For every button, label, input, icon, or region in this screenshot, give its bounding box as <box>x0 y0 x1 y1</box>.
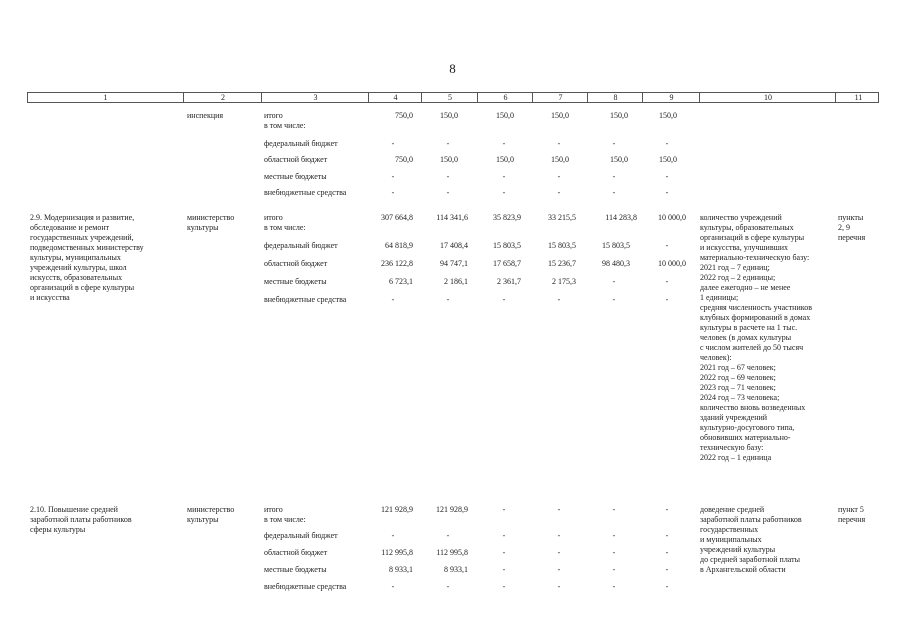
block3-offbudget-v2: - <box>446 582 450 591</box>
block3-regional-v5: - <box>612 548 616 557</box>
block2-total-v3: 35 823,9 <box>493 213 521 222</box>
block1-local-v1: - <box>391 172 395 181</box>
block2-federal-v1: 64 818,9 <box>385 241 413 250</box>
block3-federal-v2: - <box>446 531 450 540</box>
block1-regional-v6: 150,0 <box>659 155 677 164</box>
header-col-7: 7 <box>532 93 588 103</box>
block2-total-v6: 10 000,0 <box>658 213 686 222</box>
block3-local-v5: - <box>612 565 616 574</box>
block3-local-v3: - <box>502 565 506 574</box>
page-number: 8 <box>449 61 456 76</box>
block2-regional-v1: 236 122,8 <box>381 259 413 268</box>
header-col-4: 4 <box>368 93 422 103</box>
block1-regional-v4: 150,0 <box>551 155 569 164</box>
block2-offbudget-v6: - <box>665 295 669 304</box>
block2-local-v2: 2 186,1 <box>444 277 468 286</box>
block3-indicators: доведение средней заработной платы работников государственных и муниципальных учреждений культуры до средней заработной платы в Архангельской области <box>700 505 802 574</box>
block3-references: пункт 5 перечня <box>838 505 866 524</box>
block2-label-total: итого в том числе: <box>264 213 306 232</box>
block1-regional-v2: 150,0 <box>440 155 458 164</box>
block2-local-v1: 6 723,1 <box>389 277 413 286</box>
block3-total-v1: 121 928,9 <box>381 505 413 514</box>
block3-total-v3: - <box>502 505 506 514</box>
block1-local-v6: - <box>665 172 669 181</box>
block2-offbudget-v4: - <box>557 295 561 304</box>
block1-federal-v6: - <box>665 139 669 148</box>
block2-local-v5: - <box>612 277 616 286</box>
block2-offbudget-v1: - <box>391 295 395 304</box>
block2-federal-v6: - <box>665 241 669 250</box>
block1-regional-v1: 750,0 <box>395 155 413 164</box>
block3-regional-v1: 112 995,8 <box>381 548 413 557</box>
block3-activity: 2.10. Повышение средней заработной платы работников сферы культуры <box>30 505 132 534</box>
block1-label-regional: областной бюджет <box>264 155 328 164</box>
block3-local-v1: 8 933,1 <box>389 565 413 574</box>
block1-federal-v3: - <box>502 139 506 148</box>
block1-responsible: инспекция <box>187 111 224 120</box>
block2-regional-v3: 17 658,7 <box>493 259 521 268</box>
block3-offbudget-v3: - <box>502 582 506 591</box>
header-col-11: 11 <box>835 93 881 103</box>
block2-offbudget-v3: - <box>502 295 506 304</box>
block3-local-v6: - <box>665 565 669 574</box>
block1-federal-v2: - <box>446 139 450 148</box>
block2-regional-v5: 98 480,3 <box>602 259 630 268</box>
block2-total-v2: 114 341,6 <box>436 213 468 222</box>
block3-federal-v4: - <box>557 531 561 540</box>
block1-federal-v1: - <box>391 139 395 148</box>
block2-regional-v6: 10 000,0 <box>658 259 686 268</box>
block1-total-v4: 150,0 <box>551 111 569 120</box>
block3-regional-v3: - <box>502 548 506 557</box>
block1-federal-v4: - <box>557 139 561 148</box>
block1-label-federal: федеральный бюджет <box>264 139 338 148</box>
block2-total-v1: 307 664,8 <box>381 213 413 222</box>
header-col-9: 9 <box>642 93 700 103</box>
block3-federal-v1: - <box>391 531 395 540</box>
block1-offbudget-v5: - <box>612 188 616 197</box>
block2-local-v4: 2 175,3 <box>552 277 576 286</box>
block3-federal-v6: - <box>665 531 669 540</box>
block1-total-v6: 150,0 <box>659 111 677 120</box>
block3-regional-v4: - <box>557 548 561 557</box>
block2-label-regional: областной бюджет <box>264 259 328 268</box>
block3-label-federal: федеральный бюджет <box>264 531 338 540</box>
block2-total-v4: 33 215,5 <box>548 213 576 222</box>
block1-local-v5: - <box>612 172 616 181</box>
block3-label-local: местные бюджеты <box>264 565 327 574</box>
block1-federal-v5: - <box>612 139 616 148</box>
block2-federal-v2: 17 408,4 <box>440 241 468 250</box>
block1-total-v5: 150,0 <box>610 111 628 120</box>
block2-references: пункты 2, 9 перечня <box>838 213 866 242</box>
block2-offbudget-v2: - <box>446 295 450 304</box>
block2-indicators: количество учреждений культуры, образовательных организаций в сфере культуры и искусства, улучшивших материально-техническую базу: 2021 год – 7 единиц; 2022 год – 2 единицы; далее ежегодно – не менее 1 единицы; средняя численность участников клубных формирований в домах культуры в расчете на 1 тыс. человек (в домах культуры с числом жителей до 50 тысяч человек): 2021 год – 67 человек; 2022 год – 69 человек; 2023 год – 71 человек; 2024 год – 73 человека; количество вновь возведенных зданий учреждений культурно-досугового типа, обновивших материально- техническую базу: 2022 год – 1 единица <box>700 213 813 462</box>
block1-regional-v5: 150,0 <box>610 155 628 164</box>
block2-total-v5: 114 283,8 <box>605 213 637 222</box>
block3-label-regional: областной бюджет <box>264 548 328 557</box>
block2-federal-v5: 15 803,5 <box>602 241 630 250</box>
block3-offbudget-v4: - <box>557 582 561 591</box>
block3-label-offbudget: внебюджетные средства <box>264 582 347 591</box>
block1-label-offbudget: внебюджетные средства <box>264 188 347 197</box>
block1-offbudget-v6: - <box>665 188 669 197</box>
block1-offbudget-v1: - <box>391 188 395 197</box>
block3-total-v5: - <box>612 505 616 514</box>
block2-label-local: местные бюджеты <box>264 277 327 286</box>
block1-total-v1: 750,0 <box>395 111 413 120</box>
header-col-3: 3 <box>261 93 369 103</box>
column-header-row <box>27 92 879 103</box>
block1-offbudget-v3: - <box>502 188 506 197</box>
block2-regional-v2: 94 747,1 <box>440 259 468 268</box>
header-col-6: 6 <box>477 93 533 103</box>
block1-total-v2: 150,0 <box>440 111 458 120</box>
block2-label-offbudget: внебюджетные средства <box>264 295 347 304</box>
block1-regional-v3: 150,0 <box>496 155 514 164</box>
block2-federal-v3: 15 803,5 <box>493 241 521 250</box>
block3-local-v2: 8 933,1 <box>444 565 468 574</box>
block3-federal-v5: - <box>612 531 616 540</box>
block2-label-federal: федеральный бюджет <box>264 241 338 250</box>
block3-regional-v6: - <box>665 548 669 557</box>
block3-offbudget-v1: - <box>391 582 395 591</box>
header-col-5: 5 <box>421 93 478 103</box>
block3-total-v4: - <box>557 505 561 514</box>
block3-offbudget-v6: - <box>665 582 669 591</box>
block2-federal-v4: 15 803,5 <box>548 241 576 250</box>
block2-local-v6: - <box>665 277 669 286</box>
block2-offbudget-v5: - <box>612 295 616 304</box>
block2-regional-v4: 15 236,7 <box>548 259 576 268</box>
block1-local-v3: - <box>502 172 506 181</box>
block1-label-local: местные бюджеты <box>264 172 327 181</box>
header-col-10: 10 <box>699 93 836 103</box>
block1-local-v4: - <box>557 172 561 181</box>
block1-offbudget-v2: - <box>446 188 450 197</box>
block1-total-v3: 150,0 <box>496 111 514 120</box>
block1-offbudget-v4: - <box>557 188 561 197</box>
block3-responsible: министерство культуры <box>187 505 235 524</box>
block3-label-total: итого в том числе: <box>264 505 306 524</box>
header-col-2: 2 <box>183 93 262 103</box>
block3-total-v6: - <box>665 505 669 514</box>
block2-responsible: министерство культуры <box>187 213 235 232</box>
block2-local-v3: 2 361,7 <box>497 277 521 286</box>
block3-federal-v3: - <box>502 531 506 540</box>
header-col-1: 1 <box>103 93 108 102</box>
block3-total-v2: 121 928,9 <box>436 505 468 514</box>
header-col-8: 8 <box>587 93 643 103</box>
block3-offbudget-v5: - <box>612 582 616 591</box>
block3-local-v4: - <box>557 565 561 574</box>
block1-local-v2: - <box>446 172 450 181</box>
block1-label-total: итого в том числе: <box>264 111 306 130</box>
block3-regional-v2: 112 995,8 <box>436 548 468 557</box>
block2-activity: 2.9. Модернизация и развитие, обследование и ремонт государственных учреждений, подведомственных министерству культуры, муниципальных учреждений культуры, школ искусств, образовательных организаций в сфере культуры и искусства <box>30 213 144 302</box>
